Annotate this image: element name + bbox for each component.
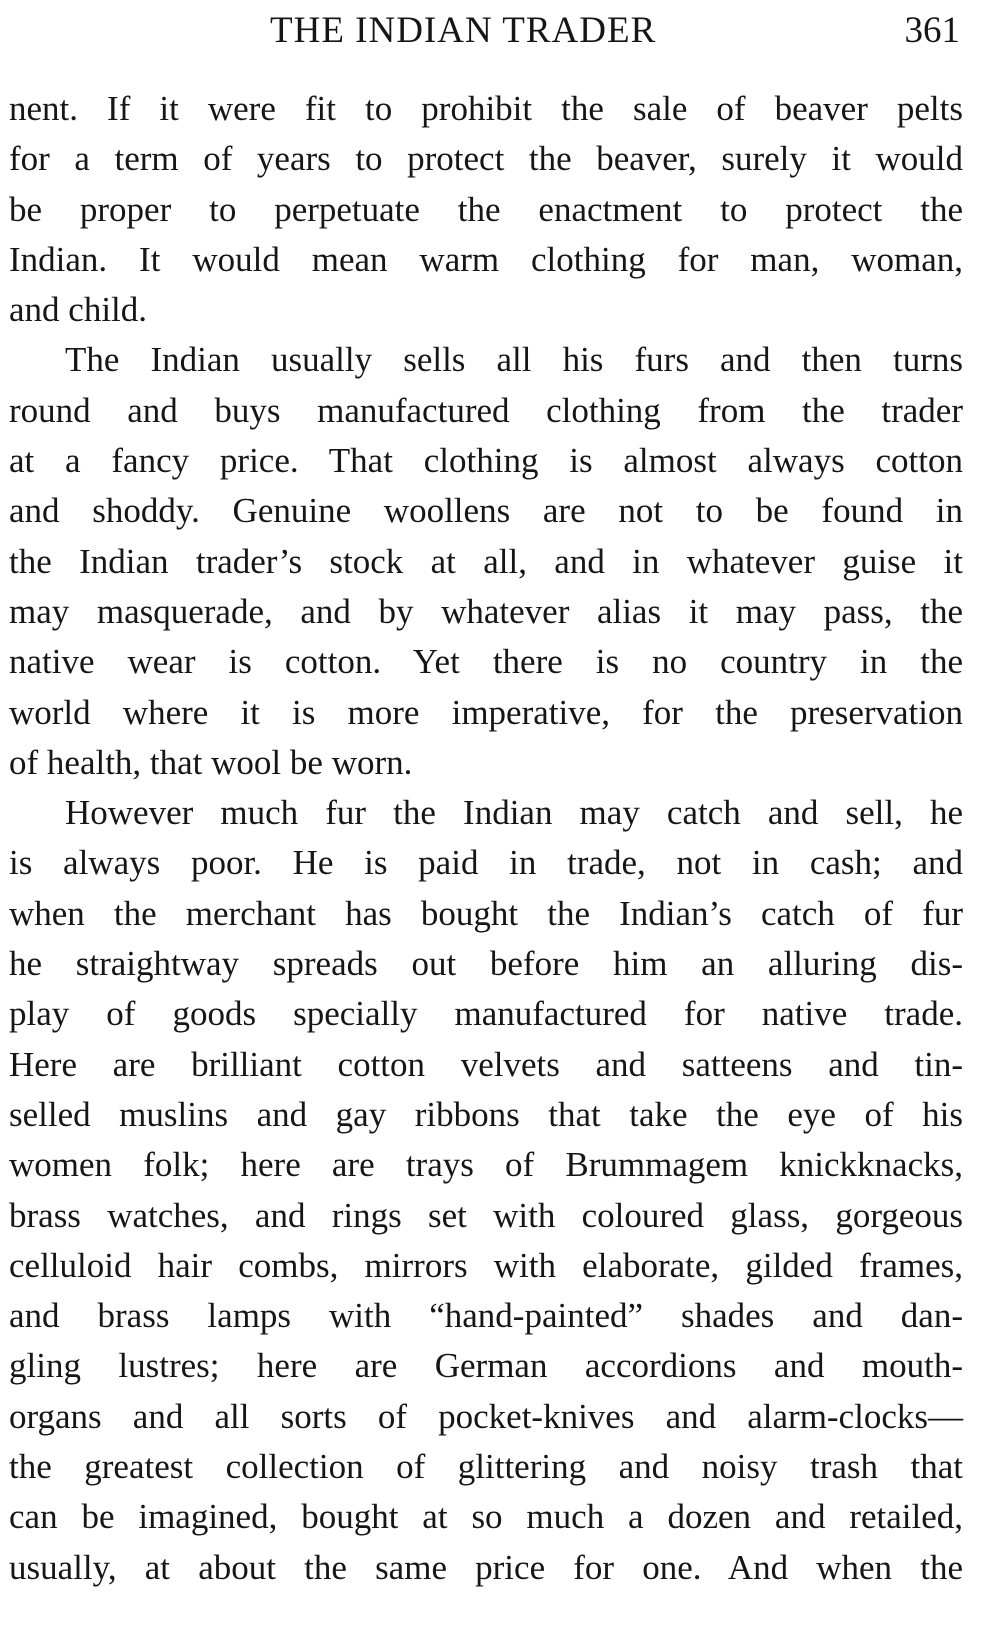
- text-line: usually, at about the same price for one. And when the: [9, 1547, 963, 1587]
- text-line: and child.: [9, 290, 148, 330]
- running-title: THE INDIAN TRADER: [270, 10, 657, 51]
- text-line: nent. If it were fit to prohibit the sale of beaver pelts: [9, 89, 963, 128]
- text-line: and shoddy. Genuine woollens are not to be found in: [9, 491, 963, 531]
- text-line: be proper to perpetuate the enactment to protect the: [9, 189, 963, 229]
- text-line: women folk; here are trays of Brummagem knickknacks,: [9, 1145, 963, 1185]
- text-line: at a fancy price. That clothing is almost always cotton: [9, 441, 963, 481]
- running-head: [0, 6, 1000, 56]
- text-line: of health, that wool be worn.: [9, 742, 413, 782]
- text-line: can be imagined, bought at so much a dozen and retailed,: [9, 1497, 963, 1537]
- text-line: when the merchant has bought the Indian’s catch of fur: [9, 893, 963, 933]
- text-line: Here are brilliant cotton velvets and satteens and tin-: [9, 1044, 963, 1084]
- text-line: and brass lamps with “hand-painted” shades and dan-: [9, 1296, 963, 1336]
- text-line: However much fur the Indian may catch and sell, he: [65, 793, 963, 833]
- text-line: Indian. It would mean warm clothing for man, woman,: [9, 239, 963, 279]
- text-line: the Indian trader’s stock at all, and in whatever guise it: [9, 541, 963, 581]
- text-line: celluloid hair combs, mirrors with elaborate, gilded frames,: [9, 1245, 963, 1285]
- page-number: 361: [904, 10, 960, 51]
- text-line: is always poor. He is paid in trade, not in cash; and: [9, 843, 963, 883]
- text-line: round and buys manufactured clothing from the trader: [9, 390, 963, 430]
- text-line: world where it is more imperative, for the preservation: [9, 692, 963, 732]
- text-line: he straightway spreads out before him an alluring dis-: [9, 944, 963, 984]
- text-line: brass watches, and rings set with coloured glass, gorgeous: [9, 1195, 963, 1235]
- text-line: for a term of years to protect the beaver, surely it would: [9, 139, 963, 179]
- text-line: selled muslins and gay ribbons that take the eye of his: [9, 1094, 963, 1134]
- text-line: the greatest collection of glittering and noisy trash that: [9, 1447, 963, 1487]
- text-line: native wear is cotton. Yet there is no country in the: [9, 642, 963, 682]
- text-line: The Indian usually sells all his furs and then turns: [65, 340, 963, 380]
- body-text: [9, 84, 963, 1593]
- text-line: play of goods specially manufactured for native trade.: [9, 994, 963, 1034]
- text-line: gling lustres; here are German accordions and mouth-: [9, 1346, 963, 1386]
- text-line: organs and all sorts of pocket-knives and alarm-clocks—: [9, 1396, 963, 1436]
- text-line: may masquerade, and by whatever alias it may pass, the: [9, 591, 963, 631]
